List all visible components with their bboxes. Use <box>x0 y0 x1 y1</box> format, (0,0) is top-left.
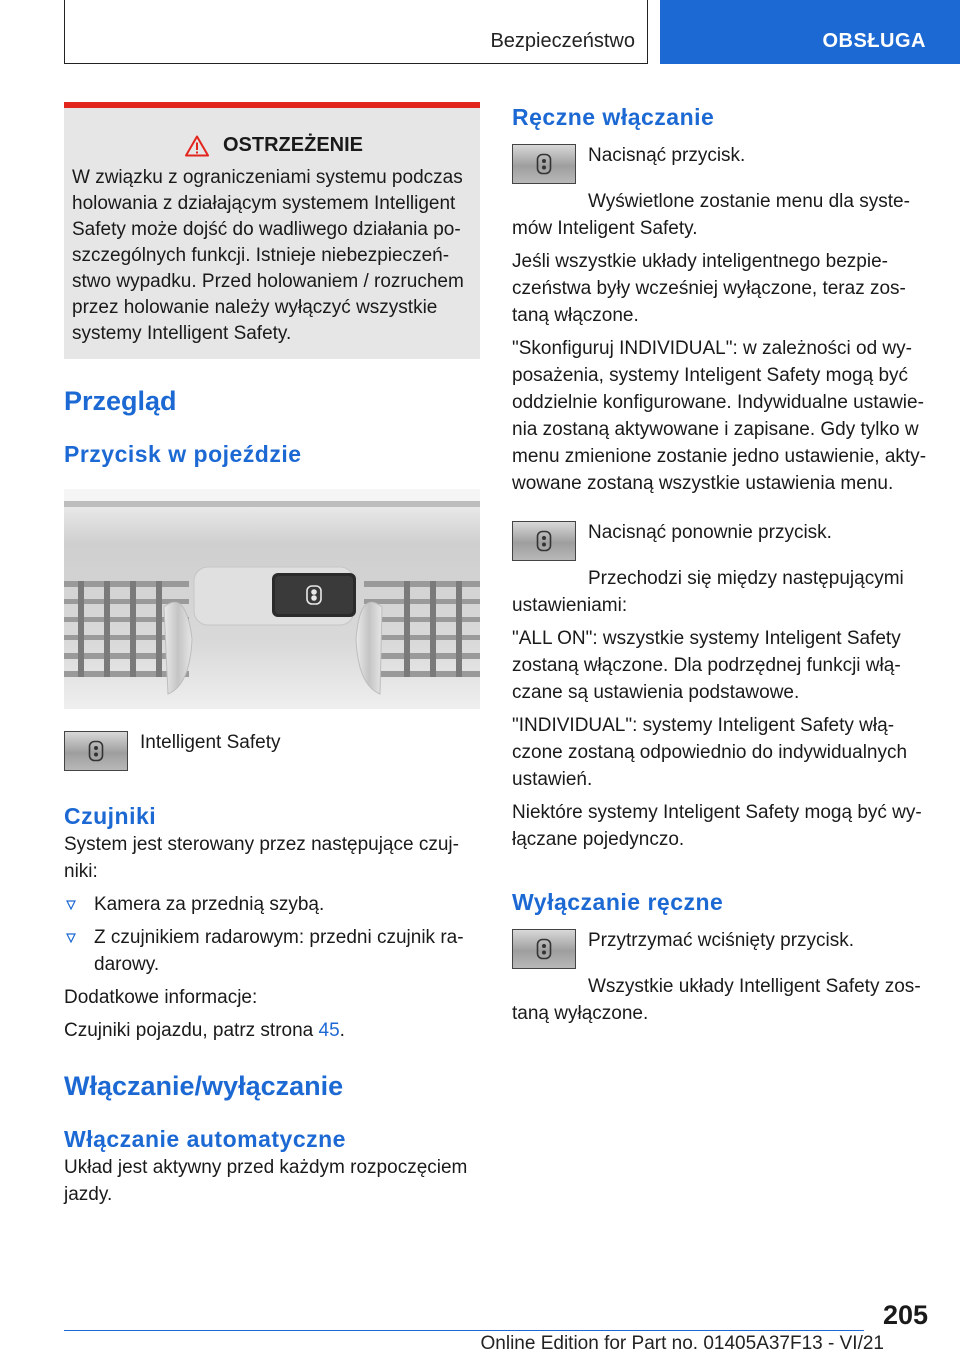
header-section-box <box>64 0 648 64</box>
warning-triangle-icon <box>185 135 209 157</box>
individual-paragraph: "INDIVIDUAL": systemy Inteligent Safety włączone zostaną odpowiednio do indywidualnych ustawień. <box>512 715 908 790</box>
on-off-heading: Włączanie/wyłączanie <box>64 1071 344 1101</box>
footer-divider <box>64 1330 864 1331</box>
page-number: 205 <box>882 1300 928 1330</box>
step2-row <box>512 519 928 561</box>
manual-on-heading: Ręczne włączanie <box>512 104 715 130</box>
some-systems-paragraph: Niektóre systemy Inteligent Safety mogą być wyłączane pojedynczo. <box>512 802 922 850</box>
step3-result: Wszystkie układy Intelligent Safety zostaną wyłączone. <box>512 976 921 1024</box>
all-off-paragraph: Jeśli wszystkie układy inteligentnego bezpieczeństwa były wcześniej wyłączone, teraz zostaną włączone. <box>512 251 906 326</box>
individual-config-paragraph: "Skonfiguruj INDIVIDUAL": w zależności od wyposażenia, systemy Inteligent Safety mogą być oddzielnie konfigurowane. Indywidualne ustawienia zostaną aktywowane i zapisane. Gdy tylko w menu zmienione zostanie jedno ustawienie, aktywowane zostaną wszystkie ustawienia menu. <box>512 338 927 494</box>
step1-row <box>512 142 928 184</box>
step1-action: Nacisnąć przycisk. <box>588 145 746 166</box>
intelligent-safety-caption: Intelligent Safety <box>140 732 281 753</box>
sensors-intro: System jest sterowany przez następujące czujniki: <box>64 834 459 882</box>
bullet-triangle-icon <box>66 900 76 910</box>
step3-action: Przytrzymać wciśnięty przycisk. <box>588 930 855 951</box>
footer-edition: Online Edition for Part no. 01405A37F13 - VI/21 <box>480 1333 884 1354</box>
overview-heading: Przegląd <box>64 386 177 416</box>
warning-title: OSTRZEŻENIE <box>222 134 363 156</box>
sensors-heading: Czujniki <box>64 803 157 829</box>
step2-action: Nacisnąć ponownie przycisk. <box>588 522 832 543</box>
intelligent-safety-button-icon <box>64 731 128 771</box>
list-item <box>64 891 480 918</box>
more-info-label: Dodatkowe informacje: <box>64 987 258 1008</box>
auto-on-text: Układ jest aktywny przed każdym rozpoczęciem jazdy. <box>64 1157 468 1205</box>
intelligent-safety-button-icon <box>512 521 576 561</box>
intelligent-safety-button-icon <box>512 144 576 184</box>
sensor-item-camera: Kamera za przednią szybą. <box>94 894 325 915</box>
intelligent-safety-button-row <box>64 729 480 771</box>
auto-on-heading: Włączanie automatyczne <box>64 1126 346 1152</box>
page-ref-link[interactable]: 45 <box>318 1020 340 1041</box>
header-section-title: Bezpieczeństwo <box>490 30 635 52</box>
step1-result: Wyświetlone zostanie menu dla systemów Inteligent Safety. <box>512 191 910 239</box>
warning-text: W związku z ograniczeniami systemu podczas holowania z działającym systemem Intelligent Safety może dojść do wadliwego działania poszczególnych funkcji. Istnieje niebezpieczeństwo wypadku. Przed holowaniem / rozruchem przez holowanie należy wyłączyć wszystkie systemy Intelligent Safety. <box>72 167 464 344</box>
header-chapter-tab[interactable] <box>660 0 960 64</box>
list-item <box>64 924 480 978</box>
warning-box <box>64 102 480 359</box>
vehicle-button-photo <box>64 489 480 709</box>
header-chapter-title: OBSŁUGA <box>822 30 926 52</box>
left-column <box>64 102 480 1208</box>
right-column <box>512 102 928 1027</box>
sensors-list <box>64 891 480 978</box>
all-on-paragraph: "ALL ON": wszystkie systemy Inteligent Safety zostaną włączone. Dla podrzędnej funkcji włączane są ustawienia podstawowe. <box>512 628 901 703</box>
bullet-triangle-icon <box>66 933 76 943</box>
step2-result: Przechodzi się między następującymi ustawieniami: <box>512 568 904 616</box>
step3-row <box>512 927 928 969</box>
warning-header <box>78 132 470 159</box>
sensor-item-radar: Z czujnikiem radarowym: przedni czujnik radarowy. <box>94 927 464 975</box>
intelligent-safety-button-icon <box>512 929 576 969</box>
sensors-reference: Czujniki pojazdu, patrz strona 45. <box>64 1020 345 1041</box>
manual-off-heading: Wyłączanie ręczne <box>512 889 724 915</box>
button-in-vehicle-heading: Przycisk w pojeździe <box>64 441 302 467</box>
